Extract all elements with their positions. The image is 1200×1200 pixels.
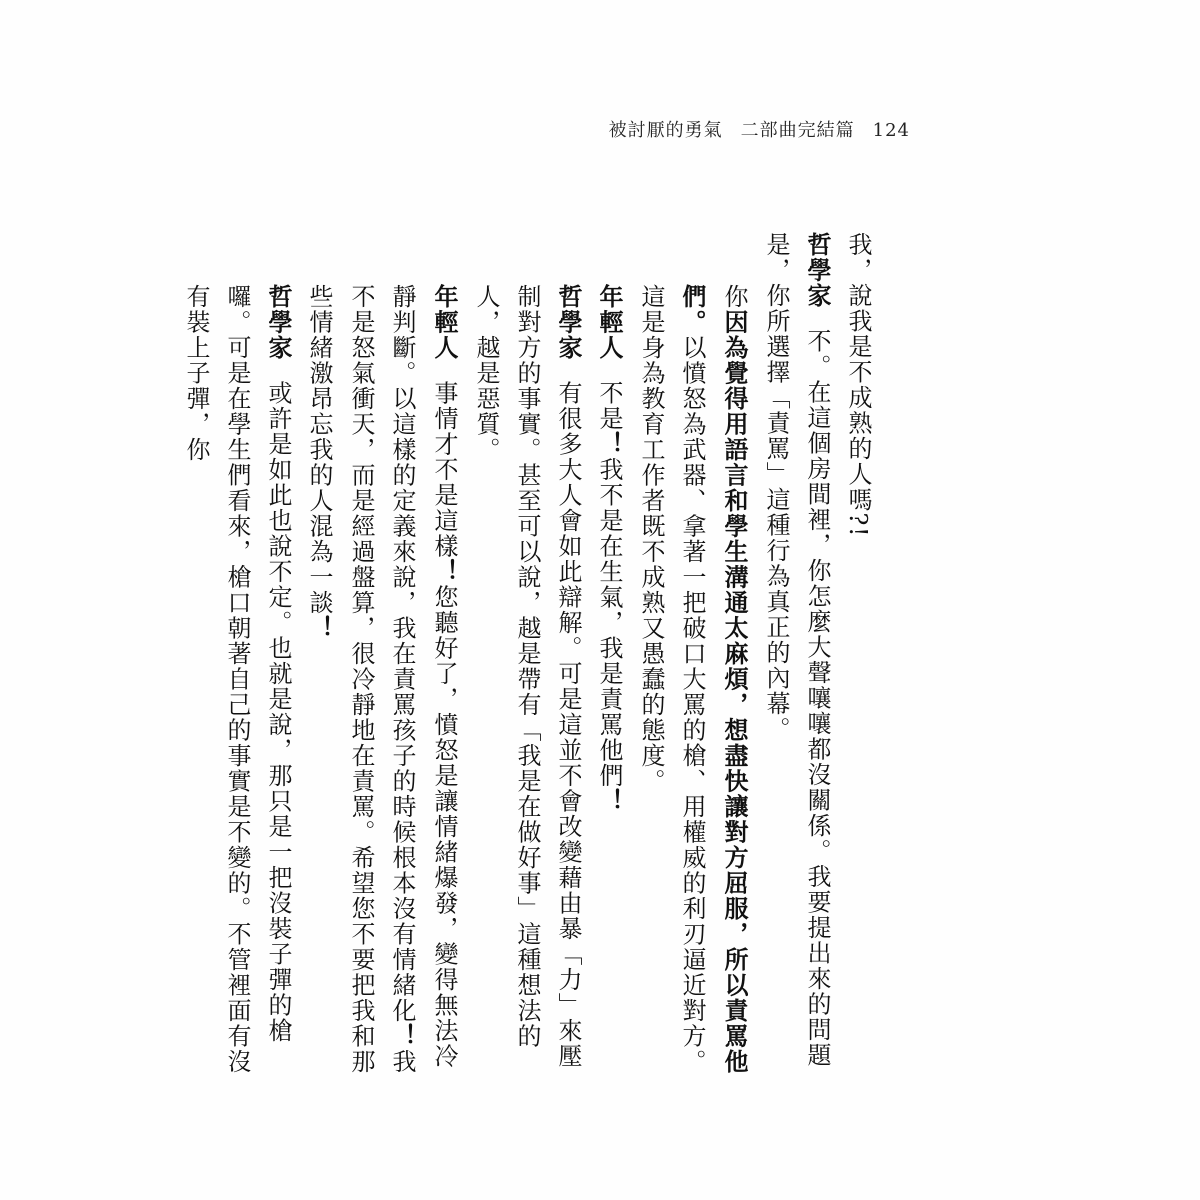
paragraph-5: 哲學家有很多大人會如此辯解。可是這並不會改變藉由暴「力」來壓制對方的事實。甚至可以說，越是帶有「我是在做好事」這種想法的人，越是惡質。 [472,284,582,1069]
page-body [175,232,878,1092]
speaker-philosopher: 哲學家 [264,284,292,361]
speaker-philosopher: 哲學家 [803,232,831,309]
paragraph-6: 年輕人事情才不是這樣！您聽好了，憤怒是讓情緒爆發，變得無法冷靜判斷。以這樣的定義來說，我在責罵孩子的時候根本沒有情緒化！我不是怒氣衝天，而是經過盤算，很冷靜地在責罵。希望您不要把我和那些情緒激昂忘我的人混為一談！ [305,284,459,1075]
speaker-youth: 年輕人 [430,284,458,361]
paragraph-3: 你因為覺得用語言和學生溝通太麻煩，想盡快讓對方屈服，所以責罵他們。以憤怒為武器、拿著一把破口大罵的槍、用權威的利刃逼近對方。這是身為教育工作者既不成熟又愚蠢的態度。 [637,284,749,1075]
book-title: 被討厭的勇氣 [608,120,723,141]
bold-emphasis: 因為覺得用語言和學生溝通太麻煩，想盡快讓對方屈服，所以責罵他們。 [678,284,749,1075]
speaker-youth: 年輕人 [595,284,623,361]
paragraph-2: 哲學家不。在這個房間裡，你怎麼大聲嚷嚷都沒關係。我要提出來的問題是，你所選擇「責罵」這種行為真正的內幕。 [762,232,831,1068]
paragraph-4: 年輕人不是！我不是在生氣，我是責罵他們！ [595,284,624,814]
paragraph-7: 哲學家或許是如此也說不定。也就是說，那只是一把沒裝子彈的槍囉。可是在學生們看來，槍口朝著自己的事實是不變的。不管裡面有沒有裝上子彈，你 [182,284,292,1075]
paragraph-1: 我，說我是不成熟的人嗎?! [844,232,872,539]
book-subtitle: 二部曲完結篇 [740,120,855,141]
page-number: 124 [872,120,910,141]
speaker-philosopher: 哲學家 [554,284,582,361]
running-header [609,116,910,142]
